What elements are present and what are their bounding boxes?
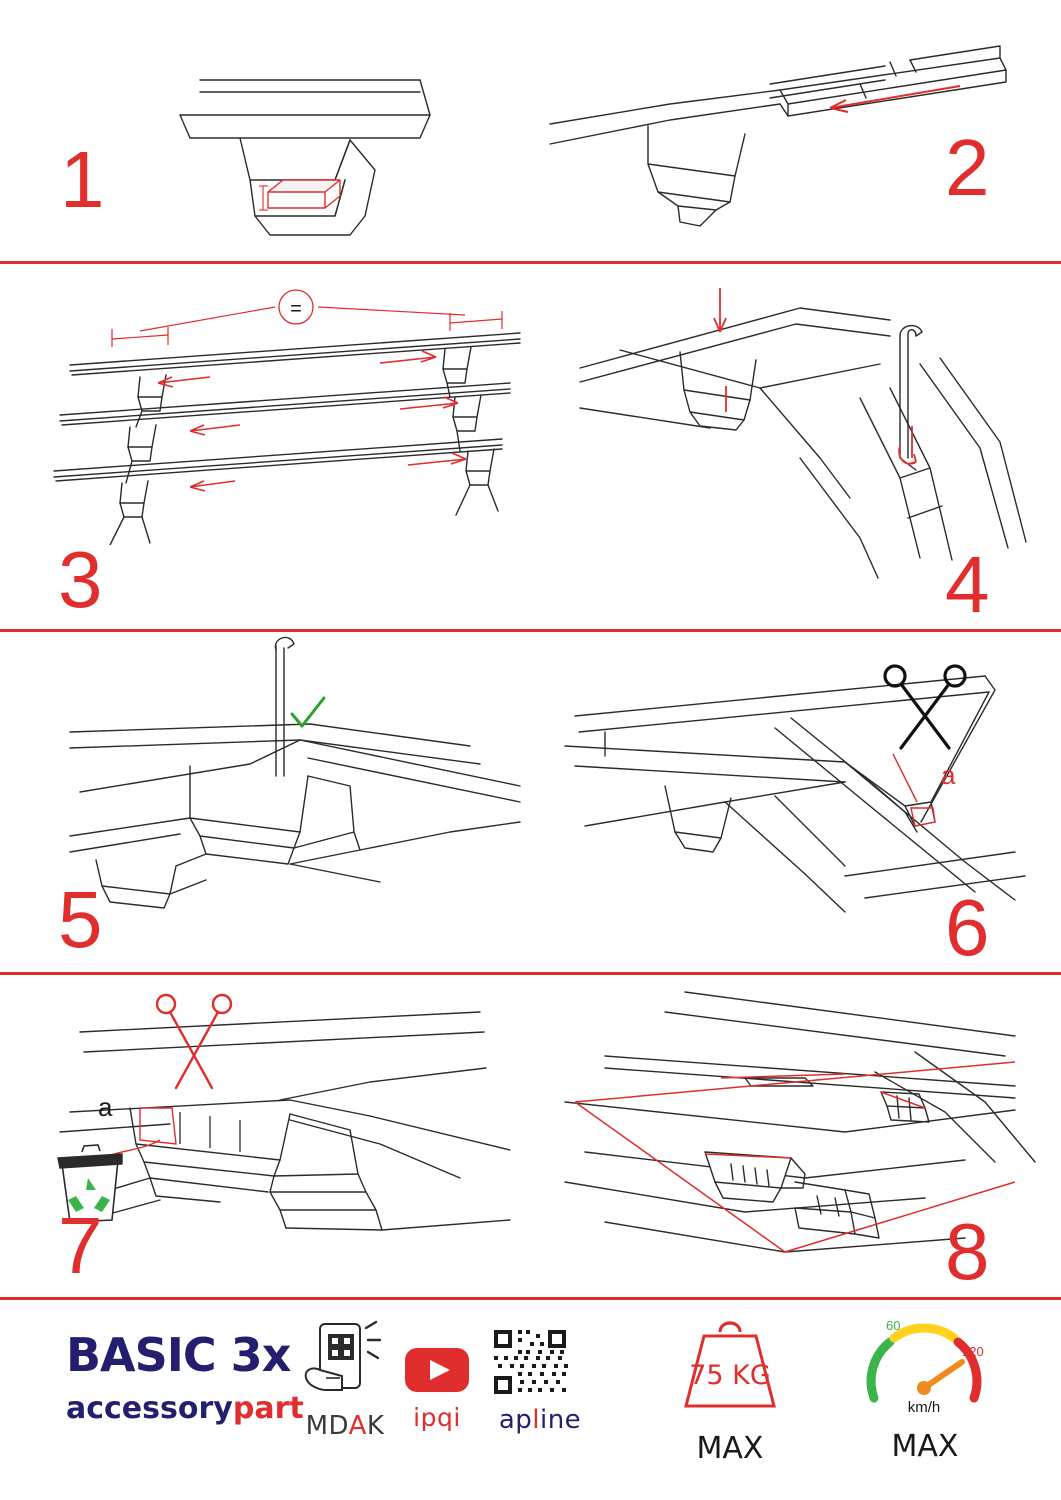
logo-mdak	[290, 1320, 400, 1441]
apline-label-b: l	[532, 1405, 540, 1435]
divider-row-3	[0, 972, 1061, 975]
scissors-icon-red	[157, 995, 231, 1088]
step-7-illustration	[40, 982, 520, 1262]
load-limit-block	[660, 1310, 800, 1466]
mdak-label-b: A	[348, 1411, 367, 1441]
brand-wordmark-second: part	[232, 1391, 304, 1426]
step-number-5: 5	[58, 875, 103, 964]
load-limit-caption: MAX	[696, 1431, 764, 1466]
step-1-illustration	[120, 20, 500, 250]
step-number-3: 3	[58, 535, 103, 624]
logo-ipqi-label: ipqi	[413, 1403, 461, 1432]
apline-label-c: ine	[539, 1405, 582, 1435]
qr-scan-hand-icon	[290, 1320, 400, 1406]
speed-tick-low: 60	[886, 1318, 901, 1333]
check-mark-icon	[292, 698, 324, 726]
divider-row-1	[0, 261, 1061, 264]
mdak-label-c: K	[366, 1411, 385, 1441]
step-5-illustration	[50, 636, 530, 926]
step-number-6: 6	[945, 883, 990, 972]
equal-sign-label: =	[290, 298, 302, 320]
step-3-illustration	[50, 285, 550, 545]
youtube-icon[interactable]	[392, 1338, 482, 1398]
apline-label-a: ap	[498, 1405, 533, 1435]
load-limit-value: 75 KG	[689, 1360, 771, 1391]
product-name-suffix: x	[261, 1328, 291, 1382]
product-name-main: BASIC 3	[66, 1328, 262, 1382]
brand-wordmark-first: accessory	[66, 1391, 233, 1426]
step-number-1: 1	[60, 135, 105, 224]
scissors-icon	[885, 666, 965, 748]
speed-tick-high: 120	[962, 1344, 984, 1359]
brand-block	[66, 1328, 304, 1426]
step-number-7: 7	[58, 1201, 103, 1290]
product-name	[66, 1328, 304, 1382]
step-number-8: 8	[945, 1207, 990, 1296]
step-number-2: 2	[945, 123, 990, 212]
qr-code[interactable]	[480, 1324, 600, 1400]
logo-ipqi[interactable]	[392, 1338, 482, 1432]
speed-unit: km/h	[907, 1399, 941, 1416]
logo-apline[interactable]	[480, 1324, 600, 1435]
speedometer-icon	[850, 1306, 1000, 1418]
strip-label-a-step6: a	[941, 760, 956, 790]
weight-icon	[660, 1310, 800, 1420]
mdak-label-a: MD	[305, 1411, 349, 1441]
brand-wordmark	[66, 1391, 304, 1426]
speed-limit-caption: MAX	[891, 1429, 959, 1464]
logo-mdak-label	[290, 1411, 400, 1441]
footer	[0, 1300, 1061, 1500]
step-number-4: 4	[945, 540, 990, 629]
speed-limit-block	[850, 1306, 1000, 1464]
logo-apline-label	[480, 1405, 600, 1435]
strip-label-a-step7: a	[98, 1092, 113, 1122]
divider-row-2	[0, 629, 1061, 632]
